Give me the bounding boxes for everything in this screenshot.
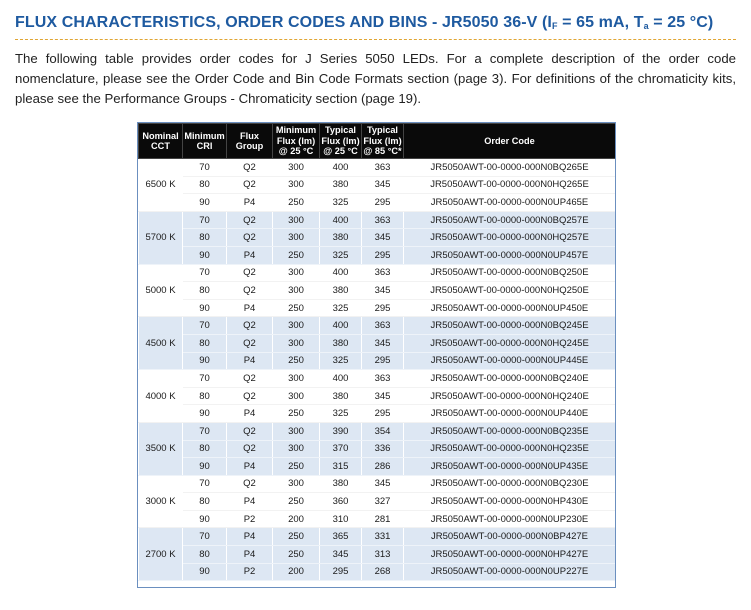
cell-flux-group: P4	[227, 246, 273, 264]
cell-flux-group: Q2	[227, 159, 273, 177]
cell-typ-flux-25: 380	[320, 282, 362, 300]
cell-flux-group: Q2	[227, 475, 273, 493]
cell-order-code: JR5050AWT-00-0000-000N0UP450E	[404, 299, 616, 317]
cell-cri: 90	[183, 458, 227, 476]
header-typical-flux-85: Typical Flux (lm) @ 85 °C*	[362, 124, 404, 159]
cell-typ-flux-25: 365	[320, 528, 362, 546]
cell-cri: 90	[183, 194, 227, 212]
cell-cri: 80	[183, 387, 227, 405]
section-title: FLUX CHARACTERISTICS, ORDER CODES AND BINS - JR5050 36-V ($I_F = 65$ mA, $T_a = 25$ °C)	[15, 14, 714, 31]
cell-order-code: JR5050AWT-00-0000-000N0HQ235E	[404, 440, 616, 458]
cell-min-flux: 250	[273, 546, 320, 564]
cell-cri: 70	[183, 475, 227, 493]
cell-typ-flux-85: 295	[362, 405, 404, 423]
cell-typ-flux-85: 331	[362, 528, 404, 546]
cell-typ-flux-25: 325	[320, 246, 362, 264]
cell-flux-group: Q2	[227, 422, 273, 440]
cell-min-flux: 300	[273, 229, 320, 247]
table-row	[139, 528, 616, 546]
cell-order-code: JR5050AWT-00-0000-000N0BQ240E	[404, 370, 616, 388]
cell-typ-flux-25: 400	[320, 317, 362, 335]
cell-typ-flux-85: 363	[362, 159, 404, 177]
cell-typ-flux-85: 295	[362, 246, 404, 264]
header-flux-group: Flux Group	[227, 124, 273, 159]
cell-typ-flux-25: 390	[320, 422, 362, 440]
cell-typ-flux-25: 295	[320, 563, 362, 581]
cell-typ-flux-25: 345	[320, 546, 362, 564]
cell-min-flux: 300	[273, 159, 320, 177]
cell-min-flux: 300	[273, 264, 320, 282]
cell-order-code: JR5050AWT-00-0000-000N0BP427E	[404, 528, 616, 546]
cell-typ-flux-85: 345	[362, 176, 404, 194]
cell-typ-flux-25: 315	[320, 458, 362, 476]
table-row	[139, 264, 616, 282]
cell-min-flux: 250	[273, 299, 320, 317]
table-row	[139, 282, 616, 300]
cell-cri: 90	[183, 405, 227, 423]
cell-nominal-cct: 5700 K	[139, 211, 183, 264]
table-row	[139, 334, 616, 352]
cell-order-code: JR5050AWT-00-0000-000N0BQ257E	[404, 211, 616, 229]
cell-order-code: JR5050AWT-00-0000-000N0BQ250E	[404, 264, 616, 282]
cell-order-code: JR5050AWT-00-0000-000N0HQ245E	[404, 334, 616, 352]
header-order-code: Order Code	[404, 124, 616, 159]
cell-typ-flux-25: 380	[320, 387, 362, 405]
header-nominal-cct: Nominal CCT	[139, 124, 183, 159]
cell-typ-flux-85: 345	[362, 387, 404, 405]
cell-typ-flux-85: 336	[362, 440, 404, 458]
table-row	[139, 229, 616, 247]
cell-order-code: JR5050AWT-00-0000-000N0UP440E	[404, 405, 616, 423]
cell-cri: 90	[183, 246, 227, 264]
cell-order-code: JR5050AWT-00-0000-000N0HQ250E	[404, 282, 616, 300]
cell-min-flux: 250	[273, 458, 320, 476]
cell-min-flux: 250	[273, 352, 320, 370]
cell-order-code: JR5050AWT-00-0000-000N0UP445E	[404, 352, 616, 370]
cell-typ-flux-85: 363	[362, 317, 404, 335]
cell-order-code: JR5050AWT-00-0000-000N0HQ265E	[404, 176, 616, 194]
cell-flux-group: P4	[227, 299, 273, 317]
cell-typ-flux-25: 400	[320, 211, 362, 229]
cell-typ-flux-25: 310	[320, 510, 362, 528]
cell-typ-flux-25: 380	[320, 176, 362, 194]
cell-min-flux: 250	[273, 493, 320, 511]
cell-flux-group: P4	[227, 405, 273, 423]
cell-min-flux: 250	[273, 405, 320, 423]
cell-min-flux: 300	[273, 475, 320, 493]
cell-flux-group: P2	[227, 510, 273, 528]
cell-typ-flux-25: 380	[320, 475, 362, 493]
cell-min-flux: 300	[273, 387, 320, 405]
cell-order-code: JR5050AWT-00-0000-000N0BQ245E	[404, 317, 616, 335]
cell-typ-flux-85: 345	[362, 334, 404, 352]
cell-typ-flux-85: 281	[362, 510, 404, 528]
cell-typ-flux-85: 295	[362, 299, 404, 317]
cell-typ-flux-25: 360	[320, 493, 362, 511]
cell-min-flux: 300	[273, 440, 320, 458]
cell-typ-flux-85: 295	[362, 352, 404, 370]
cell-min-flux: 250	[273, 528, 320, 546]
cell-typ-flux-85: 268	[362, 563, 404, 581]
table-row	[139, 370, 616, 388]
cell-flux-group: Q2	[227, 176, 273, 194]
cell-min-flux: 300	[273, 317, 320, 335]
cell-nominal-cct: 4000 K	[139, 370, 183, 423]
cell-flux-group: Q2	[227, 264, 273, 282]
cell-order-code: JR5050AWT-00-0000-000N0BQ235E	[404, 422, 616, 440]
header-typical-flux-25: Typical Flux (lm) @ 25 °C	[320, 124, 362, 159]
cell-typ-flux-85: 286	[362, 458, 404, 476]
cell-min-flux: 300	[273, 334, 320, 352]
cell-nominal-cct: 6500 K	[139, 159, 183, 212]
table-row	[139, 493, 616, 511]
cell-order-code: JR5050AWT-00-0000-000N0HP430E	[404, 493, 616, 511]
cell-order-code: JR5050AWT-00-0000-000N0HQ257E	[404, 229, 616, 247]
cell-typ-flux-85: 345	[362, 282, 404, 300]
table-row	[139, 176, 616, 194]
cell-flux-group: P4	[227, 194, 273, 212]
cell-min-flux: 200	[273, 563, 320, 581]
cell-typ-flux-25: 400	[320, 264, 362, 282]
table-row	[139, 387, 616, 405]
title-divider	[15, 39, 736, 40]
cell-typ-flux-25: 380	[320, 334, 362, 352]
cell-typ-flux-85: 363	[362, 211, 404, 229]
cell-typ-flux-85: 313	[362, 546, 404, 564]
table-row	[139, 563, 616, 581]
cell-cri: 80	[183, 546, 227, 564]
table-row	[139, 440, 616, 458]
cell-order-code: JR5050AWT-00-0000-000N0UP227E	[404, 563, 616, 581]
cell-nominal-cct: 2700 K	[139, 528, 183, 581]
cell-typ-flux-85: 295	[362, 194, 404, 212]
cell-order-code: JR5050AWT-00-0000-000N0UP435E	[404, 458, 616, 476]
cell-flux-group: Q2	[227, 370, 273, 388]
cell-typ-flux-85: 363	[362, 370, 404, 388]
cell-flux-group: Q2	[227, 387, 273, 405]
table-row	[139, 317, 616, 335]
cell-nominal-cct: 3500 K	[139, 422, 183, 475]
table-row	[139, 211, 616, 229]
cell-order-code: JR5050AWT-00-0000-000N0HQ240E	[404, 387, 616, 405]
table-row	[139, 246, 616, 264]
table-row	[139, 475, 616, 493]
cell-min-flux: 300	[273, 282, 320, 300]
cell-typ-flux-25: 325	[320, 405, 362, 423]
cell-min-flux: 250	[273, 194, 320, 212]
cell-typ-flux-25: 325	[320, 352, 362, 370]
cell-order-code: JR5050AWT-00-0000-000N0BQ265E	[404, 159, 616, 177]
cell-cri: 90	[183, 299, 227, 317]
cell-order-code: JR5050AWT-00-0000-000N0HP427E	[404, 546, 616, 564]
cell-nominal-cct: 5000 K	[139, 264, 183, 317]
cell-min-flux: 300	[273, 211, 320, 229]
cell-typ-flux-85: 363	[362, 264, 404, 282]
cell-typ-flux-25: 325	[320, 194, 362, 212]
cell-flux-group: Q2	[227, 282, 273, 300]
cell-flux-group: P2	[227, 563, 273, 581]
table-row	[139, 159, 616, 177]
cell-order-code: JR5050AWT-00-0000-000N0UP465E	[404, 194, 616, 212]
table-row	[139, 194, 616, 212]
cell-cri: 80	[183, 229, 227, 247]
cell-cri: 90	[183, 352, 227, 370]
table-row	[139, 546, 616, 564]
cell-typ-flux-25: 380	[320, 229, 362, 247]
cell-typ-flux-25: 400	[320, 159, 362, 177]
cell-min-flux: 200	[273, 510, 320, 528]
cell-min-flux: 250	[273, 246, 320, 264]
table-row	[139, 299, 616, 317]
cell-flux-group: P4	[227, 546, 273, 564]
cell-typ-flux-25: 400	[320, 370, 362, 388]
cell-order-code: JR5050AWT-00-0000-000N0BQ230E	[404, 475, 616, 493]
cell-cri: 90	[183, 563, 227, 581]
cell-order-code: JR5050AWT-00-0000-000N0UP457E	[404, 246, 616, 264]
cell-min-flux: 300	[273, 176, 320, 194]
intro-paragraph: The following table provides order codes for J Series 5050 LEDs. For a complete description of the order code nomenclature, please see the Order Code and Bin Code Formats section (page 3). For definitions of the chromaticity kits, please see the Performance Groups - Chromaticity section (page 19).	[15, 51, 736, 106]
cell-cri: 90	[183, 510, 227, 528]
table-row	[139, 458, 616, 476]
cell-flux-group: P4	[227, 493, 273, 511]
cell-flux-group: Q2	[227, 229, 273, 247]
cell-flux-group: Q2	[227, 211, 273, 229]
cell-cri: 70	[183, 264, 227, 282]
table-row	[139, 405, 616, 423]
cell-flux-group: P4	[227, 528, 273, 546]
header-minimum-cri: Minimum CRI	[183, 124, 227, 159]
cell-flux-group: Q2	[227, 440, 273, 458]
cell-typ-flux-85: 345	[362, 229, 404, 247]
cell-cri: 80	[183, 176, 227, 194]
cell-cri: 80	[183, 440, 227, 458]
cell-cri: 80	[183, 493, 227, 511]
cell-cri: 70	[183, 370, 227, 388]
table-row	[139, 422, 616, 440]
cell-typ-flux-25: 370	[320, 440, 362, 458]
table-row	[139, 510, 616, 528]
cell-cri: 70	[183, 211, 227, 229]
cell-flux-group: Q2	[227, 334, 273, 352]
cell-min-flux: 300	[273, 370, 320, 388]
cell-typ-flux-85: 327	[362, 493, 404, 511]
cell-order-code: JR5050AWT-00-0000-000N0UP230E	[404, 510, 616, 528]
cell-flux-group: Q2	[227, 317, 273, 335]
cell-flux-group: P4	[227, 458, 273, 476]
header-minimum-flux: Minimum Flux (lm) @ 25 °C	[273, 124, 320, 159]
cell-nominal-cct: 3000 K	[139, 475, 183, 528]
cell-cri: 70	[183, 159, 227, 177]
cell-cri: 80	[183, 282, 227, 300]
cell-typ-flux-25: 325	[320, 299, 362, 317]
flux-order-code-table	[138, 123, 616, 581]
cell-flux-group: P4	[227, 352, 273, 370]
cell-min-flux: 300	[273, 422, 320, 440]
cell-typ-flux-85: 345	[362, 475, 404, 493]
cell-nominal-cct: 4500 K	[139, 317, 183, 370]
table-header-row	[139, 124, 616, 159]
cell-cri: 70	[183, 317, 227, 335]
cell-cri: 70	[183, 528, 227, 546]
cell-typ-flux-85: 354	[362, 422, 404, 440]
cell-cri: 70	[183, 422, 227, 440]
table-row	[139, 352, 616, 370]
cell-cri: 80	[183, 334, 227, 352]
